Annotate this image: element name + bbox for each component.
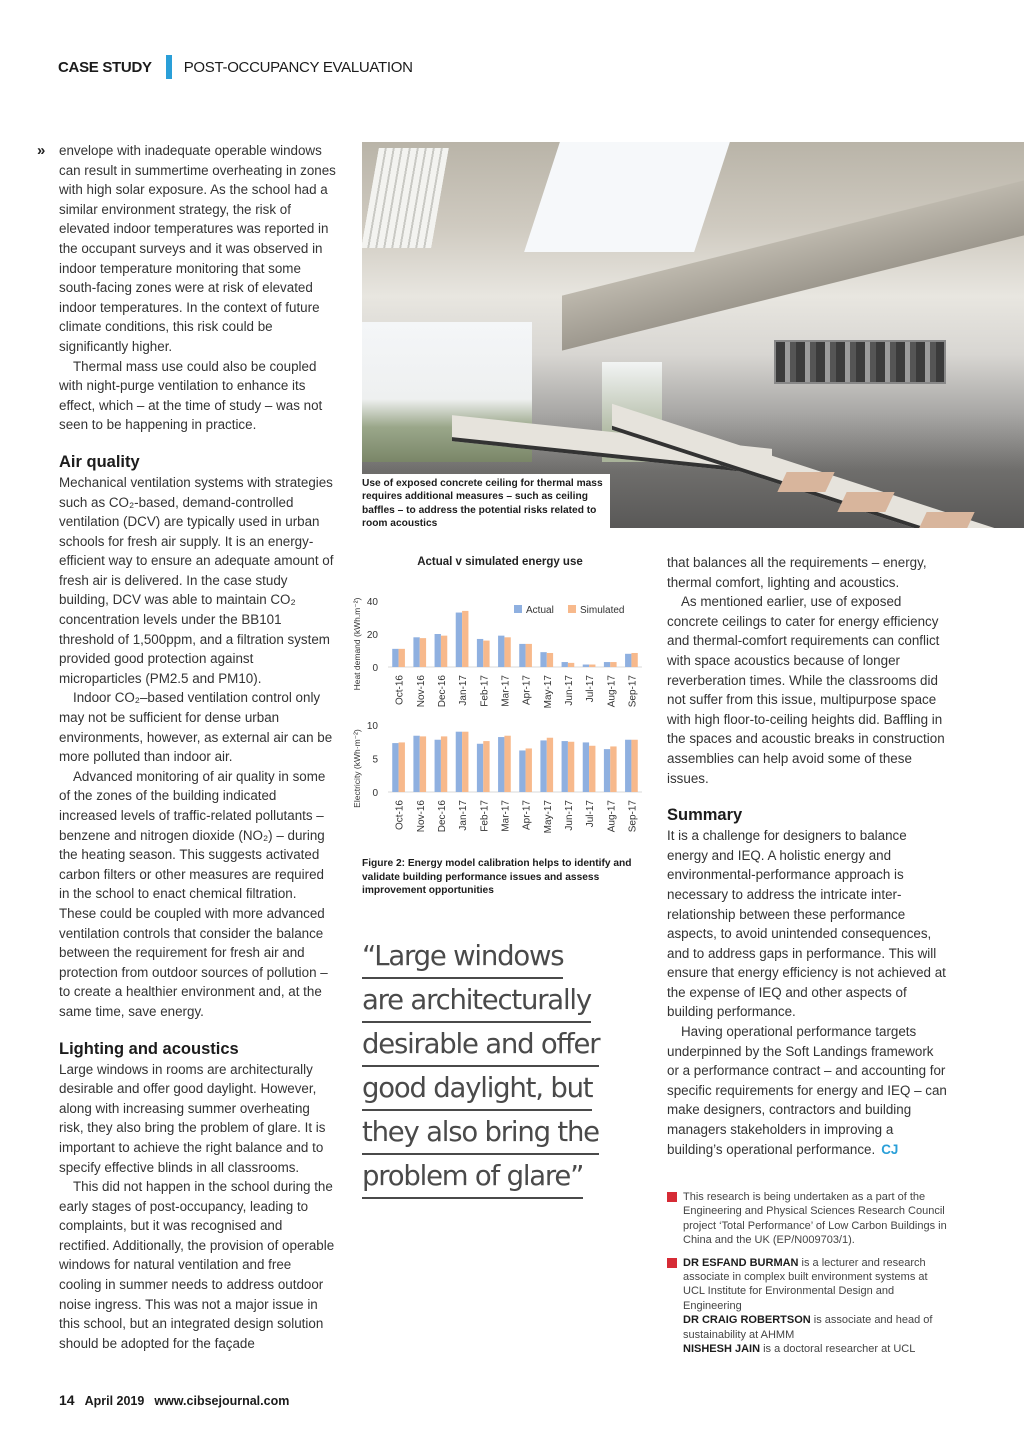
x-tick-label: Jul-17 bbox=[585, 675, 597, 703]
page-number: 14 bbox=[59, 1392, 75, 1408]
body-paragraph bbox=[667, 1022, 949, 1159]
x-tick-label: Aug-17 bbox=[606, 675, 618, 708]
body-paragraph: This did not happen in the school during the early stages of post-occupancy, leading to complaints, but it was recognised and rectified. Additionally, the provision of operable windows for natural ventilation and free cooling in summer needs to address outdoor noise ingress. This was not a major issue in this school, but an integrated design solution should be adopted for the façade bbox=[59, 1179, 335, 1351]
y-axis-label: Electricity (kWh·m⁻²) bbox=[352, 729, 362, 808]
body-paragraph: envelope with inadequate operable windows can result in summertime overheating in zones with high solar exposure. As the school had a similar environment strategy, the risk of elevated indoor temperatures was reported in the occupant surveys and it was observed in indoor temperature monitoring that some south-facing zones were at risk of elevated indoor temperatures. In the context of future climate conditions, this risk could be significantly higher. bbox=[59, 143, 336, 354]
x-tick-label: Jul-17 bbox=[585, 800, 597, 828]
x-tick-label: May-17 bbox=[542, 675, 554, 709]
website-link[interactable]: www.cibsejournal.com bbox=[154, 1394, 290, 1408]
bar-simulated-feb-17 bbox=[483, 641, 489, 667]
bar-simulated-apr-17 bbox=[526, 748, 532, 792]
chart-title: Actual v simulated energy use bbox=[417, 556, 583, 568]
bar-actual-nov-16 bbox=[413, 736, 419, 792]
photo-light-fixture bbox=[362, 148, 449, 248]
x-tick-label: Jan-17 bbox=[458, 675, 470, 706]
bar-simulated-may-17 bbox=[547, 653, 553, 667]
author-bio-text: is associate and head of sustainability at AHMM bbox=[683, 1314, 933, 1341]
energy-chart bbox=[350, 585, 650, 835]
y-tick-label: 5 bbox=[372, 754, 378, 766]
x-tick-label: Dec-16 bbox=[436, 800, 448, 833]
bar-simulated-jan-17 bbox=[462, 611, 468, 667]
author-bio bbox=[683, 1313, 949, 1342]
photo-paper bbox=[917, 512, 974, 528]
author-name: DR ESFAND BURMAN bbox=[683, 1256, 799, 1269]
bar-actual-apr-17 bbox=[519, 750, 525, 792]
research-note-text: This research is being undertaken as a part of the Engineering and Physical Sciences Research Council project ‘Total Performance’ of Low Carbon Buildings in China and the UK (EP/N009703/1). bbox=[683, 1191, 947, 1247]
red-square-bullet-icon bbox=[667, 1192, 677, 1202]
y-tick-label: 0 bbox=[372, 663, 378, 674]
y-tick-label: 0 bbox=[372, 788, 378, 799]
photo-skylight bbox=[524, 142, 730, 252]
running-header bbox=[58, 56, 413, 78]
bar-actual-sep-17 bbox=[625, 654, 631, 667]
bar-simulated-jun-17 bbox=[568, 663, 574, 667]
red-square-bullet-icon bbox=[667, 1258, 677, 1268]
bar-actual-apr-17 bbox=[519, 644, 525, 667]
author-bio bbox=[683, 1342, 949, 1356]
header-divider-bar bbox=[166, 55, 172, 79]
bar-actual-mar-17 bbox=[498, 737, 504, 792]
author-notes bbox=[667, 1190, 949, 1364]
x-tick-label: Nov-16 bbox=[415, 675, 427, 708]
x-tick-label: Jan-17 bbox=[458, 800, 470, 831]
bar-simulated-dec-16 bbox=[441, 736, 447, 792]
bar-simulated-aug-17 bbox=[610, 746, 616, 792]
bar-actual-jan-17 bbox=[456, 732, 462, 792]
body-paragraph: Advanced monitoring of air quality in some of the zones of the building indicated increased levels of traffic-related pollutants – benzene and nitrogen dioxide (NO₂) – during the heating season. This suggests activated carbon filters or other measures are required in the school to enact chemical filtration. These could be coupled with more advanced ventilation controls that consider the balance between the requirement for fresh air and protection from outdoor sources of pollution – to create a healthier environment and, at the same time, save energy. bbox=[59, 768, 328, 1019]
bar-simulated-jan-17 bbox=[462, 732, 468, 792]
research-note bbox=[667, 1190, 949, 1248]
x-tick-label: Feb-17 bbox=[479, 800, 491, 832]
x-tick-label: Oct-16 bbox=[394, 675, 406, 706]
author-bio bbox=[683, 1256, 949, 1314]
photo-display-board bbox=[774, 340, 946, 384]
body-text: Having operational performance targets underpinned by the Soft Landings framework or a performance contract – and accounting for specific requirements for energy and IEQ – can make designers, contractors and building managers stakeholders in improving a building’s operational performance. bbox=[667, 1024, 947, 1157]
x-tick-label: Nov-16 bbox=[415, 800, 427, 833]
x-tick-label: Sep-17 bbox=[627, 675, 639, 708]
body-paragraph: Thermal mass use could also be coupled with night-purge ventilation to enhance its effect, which – at the time of study – was not seen to be happening in practice. bbox=[59, 358, 323, 433]
author-name: DR CRAIG ROBERTSON bbox=[683, 1314, 811, 1327]
x-tick-label: Oct-16 bbox=[394, 800, 406, 831]
x-tick-label: Jun-17 bbox=[563, 800, 575, 831]
x-tick-label: Dec-16 bbox=[436, 675, 448, 708]
legend-label-actual: Actual bbox=[526, 605, 554, 616]
x-tick-label: Sep-17 bbox=[627, 800, 639, 833]
bar-actual-feb-17 bbox=[477, 744, 483, 792]
bar-simulated-sep-17 bbox=[631, 653, 637, 667]
bar-actual-may-17 bbox=[540, 652, 546, 667]
body-paragraph: It is a challenge for designers to balance energy and IEQ. A holistic energy and environmental-performance approach is necessary to address the intricate inter-relationship between these performance aspects, to avoid unintended consequences, and to address gaps in performance. This will ensure that energy efficiency is not achieved at the expense of IEQ and other aspects of building performance. bbox=[667, 828, 946, 1020]
bar-simulated-may-17 bbox=[547, 738, 553, 792]
bar-actual-jul-17 bbox=[583, 742, 589, 792]
bar-actual-nov-16 bbox=[413, 637, 419, 667]
x-tick-label: Aug-17 bbox=[606, 800, 618, 833]
y-tick-label: 10 bbox=[366, 721, 378, 732]
bar-actual-sep-17 bbox=[625, 740, 631, 792]
x-tick-label: Feb-17 bbox=[479, 675, 491, 707]
legend-swatch-simulated bbox=[568, 605, 576, 613]
bar-actual-dec-16 bbox=[435, 740, 441, 792]
photo-desk bbox=[612, 404, 1024, 528]
page-footer bbox=[59, 1392, 289, 1408]
section-heading-air-quality: Air quality bbox=[59, 452, 140, 471]
pull-quote-line: are architecturally bbox=[362, 982, 591, 1023]
x-tick-label: May-17 bbox=[542, 800, 554, 834]
bar-actual-mar-17 bbox=[498, 636, 504, 667]
bar-actual-jun-17 bbox=[562, 662, 568, 667]
bar-actual-jun-17 bbox=[562, 741, 568, 792]
bar-simulated-oct-16 bbox=[399, 742, 405, 792]
author-name: NISHESH JAIN bbox=[683, 1343, 761, 1356]
continuation-chevron-icon: » bbox=[37, 142, 46, 159]
classroom-photo bbox=[362, 142, 1024, 528]
issue-date: April 2019 bbox=[84, 1394, 145, 1408]
x-tick-label: Jun-17 bbox=[563, 675, 575, 706]
bar-simulated-nov-16 bbox=[420, 736, 426, 792]
y-tick-label: 40 bbox=[366, 597, 378, 608]
figure-caption: Figure 2: Energy model calibration helps to identify and validate building performance issues and assess improvement opportunities bbox=[362, 858, 632, 897]
pull-quote-line: good daylight, but bbox=[362, 1070, 592, 1111]
y-tick-label: 20 bbox=[366, 630, 378, 641]
bar-simulated-sep-17 bbox=[631, 740, 637, 792]
x-tick-label: Mar-17 bbox=[500, 675, 512, 707]
bar-simulated-mar-17 bbox=[504, 736, 510, 792]
photo-caption: Use of exposed concrete ceiling for thermal mass requires additional measures – such as ceiling baffles – to address the potential risks related to room acoustics bbox=[362, 478, 603, 530]
bar-simulated-jul-17 bbox=[589, 665, 595, 667]
bar-simulated-jul-17 bbox=[589, 746, 595, 792]
bar-actual-feb-17 bbox=[477, 639, 483, 667]
bar-actual-oct-16 bbox=[392, 649, 398, 667]
bar-actual-oct-16 bbox=[392, 743, 398, 792]
right-column bbox=[667, 553, 949, 1159]
bar-actual-may-17 bbox=[540, 740, 546, 792]
legend-swatch-actual bbox=[514, 605, 522, 613]
header-section: POST-OCCUPANCY EVALUATION bbox=[183, 58, 413, 76]
photo-paper bbox=[777, 472, 834, 492]
pull-quote-line: problem of glare” bbox=[362, 1158, 583, 1199]
bar-simulated-oct-16 bbox=[399, 649, 405, 667]
legend-label-simulated: Simulated bbox=[580, 605, 625, 616]
bar-actual-aug-17 bbox=[604, 749, 610, 792]
section-heading-summary: Summary bbox=[667, 806, 743, 825]
author-bio-text: is a doctoral researcher at UCL bbox=[760, 1343, 916, 1356]
bar-simulated-apr-17 bbox=[526, 644, 532, 667]
author-bio-text: is a lecturer and research associate in complex built environment systems at UCL Institute for Environmental Design and Engineering bbox=[683, 1256, 928, 1312]
section-heading-lighting: Lighting and acoustics bbox=[59, 1039, 239, 1058]
bar-simulated-jun-17 bbox=[568, 742, 574, 792]
bar-actual-jan-17 bbox=[456, 613, 462, 667]
body-paragraph: Indoor CO₂–based ventilation control only may not be sufficient for dense urban environments, however, as external air can be more polluted than indoor air. bbox=[59, 690, 333, 765]
x-tick-label: Apr-17 bbox=[521, 800, 533, 831]
end-mark-logo: CJ bbox=[881, 1141, 899, 1157]
body-paragraph: Mechanical ventilation systems with strategies such as CO₂-based, demand-controlled ventilation (DCV) are typically used in urban schools for fresh air supply. It is an energy-efficient way to ensure an adequate amount of fresh air is delivered. In the case study building, DCV was able to maintain CO₂ concentration levels under the BB101 threshold of 1,500ppm, and a filtration system provided good protection against microparticles (PM2.5 and PM10). bbox=[59, 474, 334, 686]
bar-actual-jul-17 bbox=[583, 665, 589, 667]
bar-simulated-mar-17 bbox=[504, 637, 510, 667]
bar-actual-dec-16 bbox=[435, 634, 441, 667]
bar-simulated-aug-17 bbox=[610, 662, 616, 667]
y-axis-label: Heat demand (kWh.m⁻²) bbox=[352, 597, 362, 691]
body-paragraph: As mentioned earlier, use of exposed concrete ceilings to cater for energy efficiency and thermal-comfort requirements can conflict with space acoustics because of longer reverberation times. While the classrooms did not suffer from this issue, multipurpose space with high floor-to-ceiling heights did. Baffling in the spaces and acoustic breaks in construction assemblies can help avoid some of these issues. bbox=[667, 594, 945, 786]
body-paragraph: that balances all the requirements – energy, thermal comfort, lighting and acoustics. bbox=[667, 555, 927, 590]
bar-actual-aug-17 bbox=[604, 662, 610, 667]
left-column bbox=[37, 141, 336, 1353]
x-tick-label: Apr-17 bbox=[521, 675, 533, 706]
photo-paper bbox=[837, 492, 894, 512]
x-tick-label: Mar-17 bbox=[500, 800, 512, 832]
bar-simulated-feb-17 bbox=[483, 741, 489, 792]
pull-quote bbox=[362, 938, 612, 1202]
pull-quote-line: they also bring the bbox=[362, 1114, 599, 1155]
bar-simulated-nov-16 bbox=[420, 638, 426, 667]
header-kicker: CASE STUDY bbox=[58, 58, 152, 76]
pull-quote-line: “Large windows bbox=[362, 938, 563, 979]
body-paragraph: Large windows in rooms are architecturally desirable and offer good daylight. However, along with increasing summer overheating risk, they also bring the problem of glare. It is important to achieve the right balance and to specify effective blinds in all classrooms. bbox=[59, 1061, 326, 1175]
author-bios bbox=[667, 1256, 949, 1357]
pull-quote-line: desirable and offer bbox=[362, 1026, 599, 1067]
bar-simulated-dec-16 bbox=[441, 636, 447, 667]
